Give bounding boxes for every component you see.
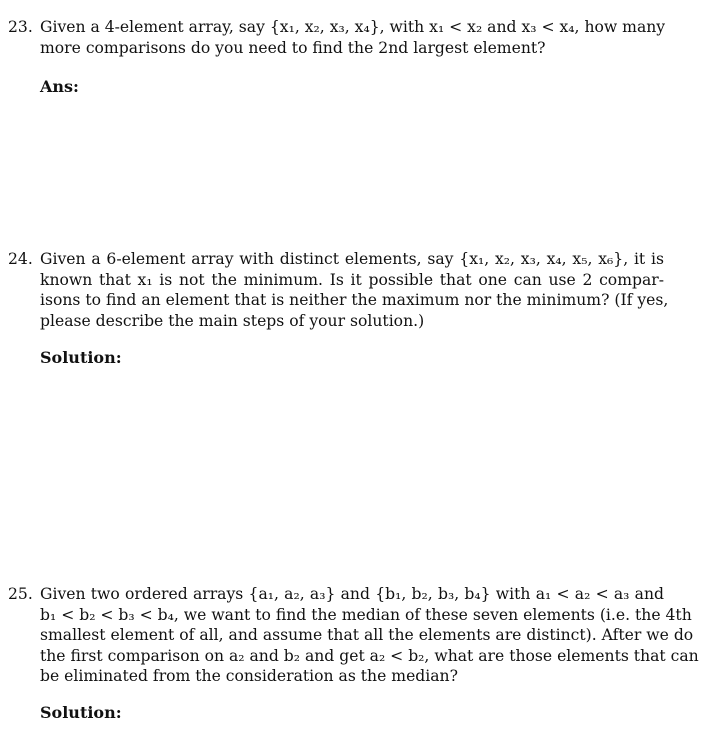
question-text-line: smallest element of all, and assume that all the elements are distinct). After we do — [40, 626, 694, 645]
question-25 — [8, 584, 699, 687]
question-text-line: known that x₁ is not the minimum. Is it possible that one can use 2 compar- — [40, 270, 664, 289]
question-text-line: 23. Given a 4-element array, say {x₁, x₂, x₃, x₄}, with x₁ < x₂ and x₃ < x₄, how many — [8, 18, 666, 36]
question-text-line: isons to find an element that is neither the maximum nor the minimum? (If yes, — [40, 291, 669, 310]
question-text-line: more comparisons do you need to find the 2nd largest element? — [40, 38, 546, 57]
question-text-line: the first comparison on a₂ and b₂ and get a₂ < b₂, what are those elements that can — [40, 646, 699, 665]
question-text-line: b₁ < b₂ < b₃ < b₄, we want to find the median of these seven elements (i.e. the 4th — [40, 605, 692, 624]
answer-label: Ans: — [40, 77, 79, 96]
question-23 — [8, 17, 664, 58]
question-number: 23. — [8, 18, 33, 36]
question-number: 25. — [8, 585, 33, 603]
question-24 — [8, 249, 669, 331]
question-text-line: 25. Given two ordered arrays {a₁, a₂, a₃} and {b₁, b₂, b₃, b₄} with a₁ < a₂ < a₃ and — [8, 585, 664, 603]
solution-label: Solution: — [40, 703, 122, 722]
question-text-line: be eliminated from the consideration as the median? — [40, 667, 458, 686]
question-text-line: 24. Given a 6-element array with distinct elements, say {x₁, x₂, x₃, x₄, x₅, x₆}, it is — [8, 250, 664, 268]
question-text-line: please describe the main steps of your solution.) — [40, 311, 425, 330]
solution-label: Solution: — [40, 348, 122, 367]
question-number: 24. — [8, 250, 33, 268]
